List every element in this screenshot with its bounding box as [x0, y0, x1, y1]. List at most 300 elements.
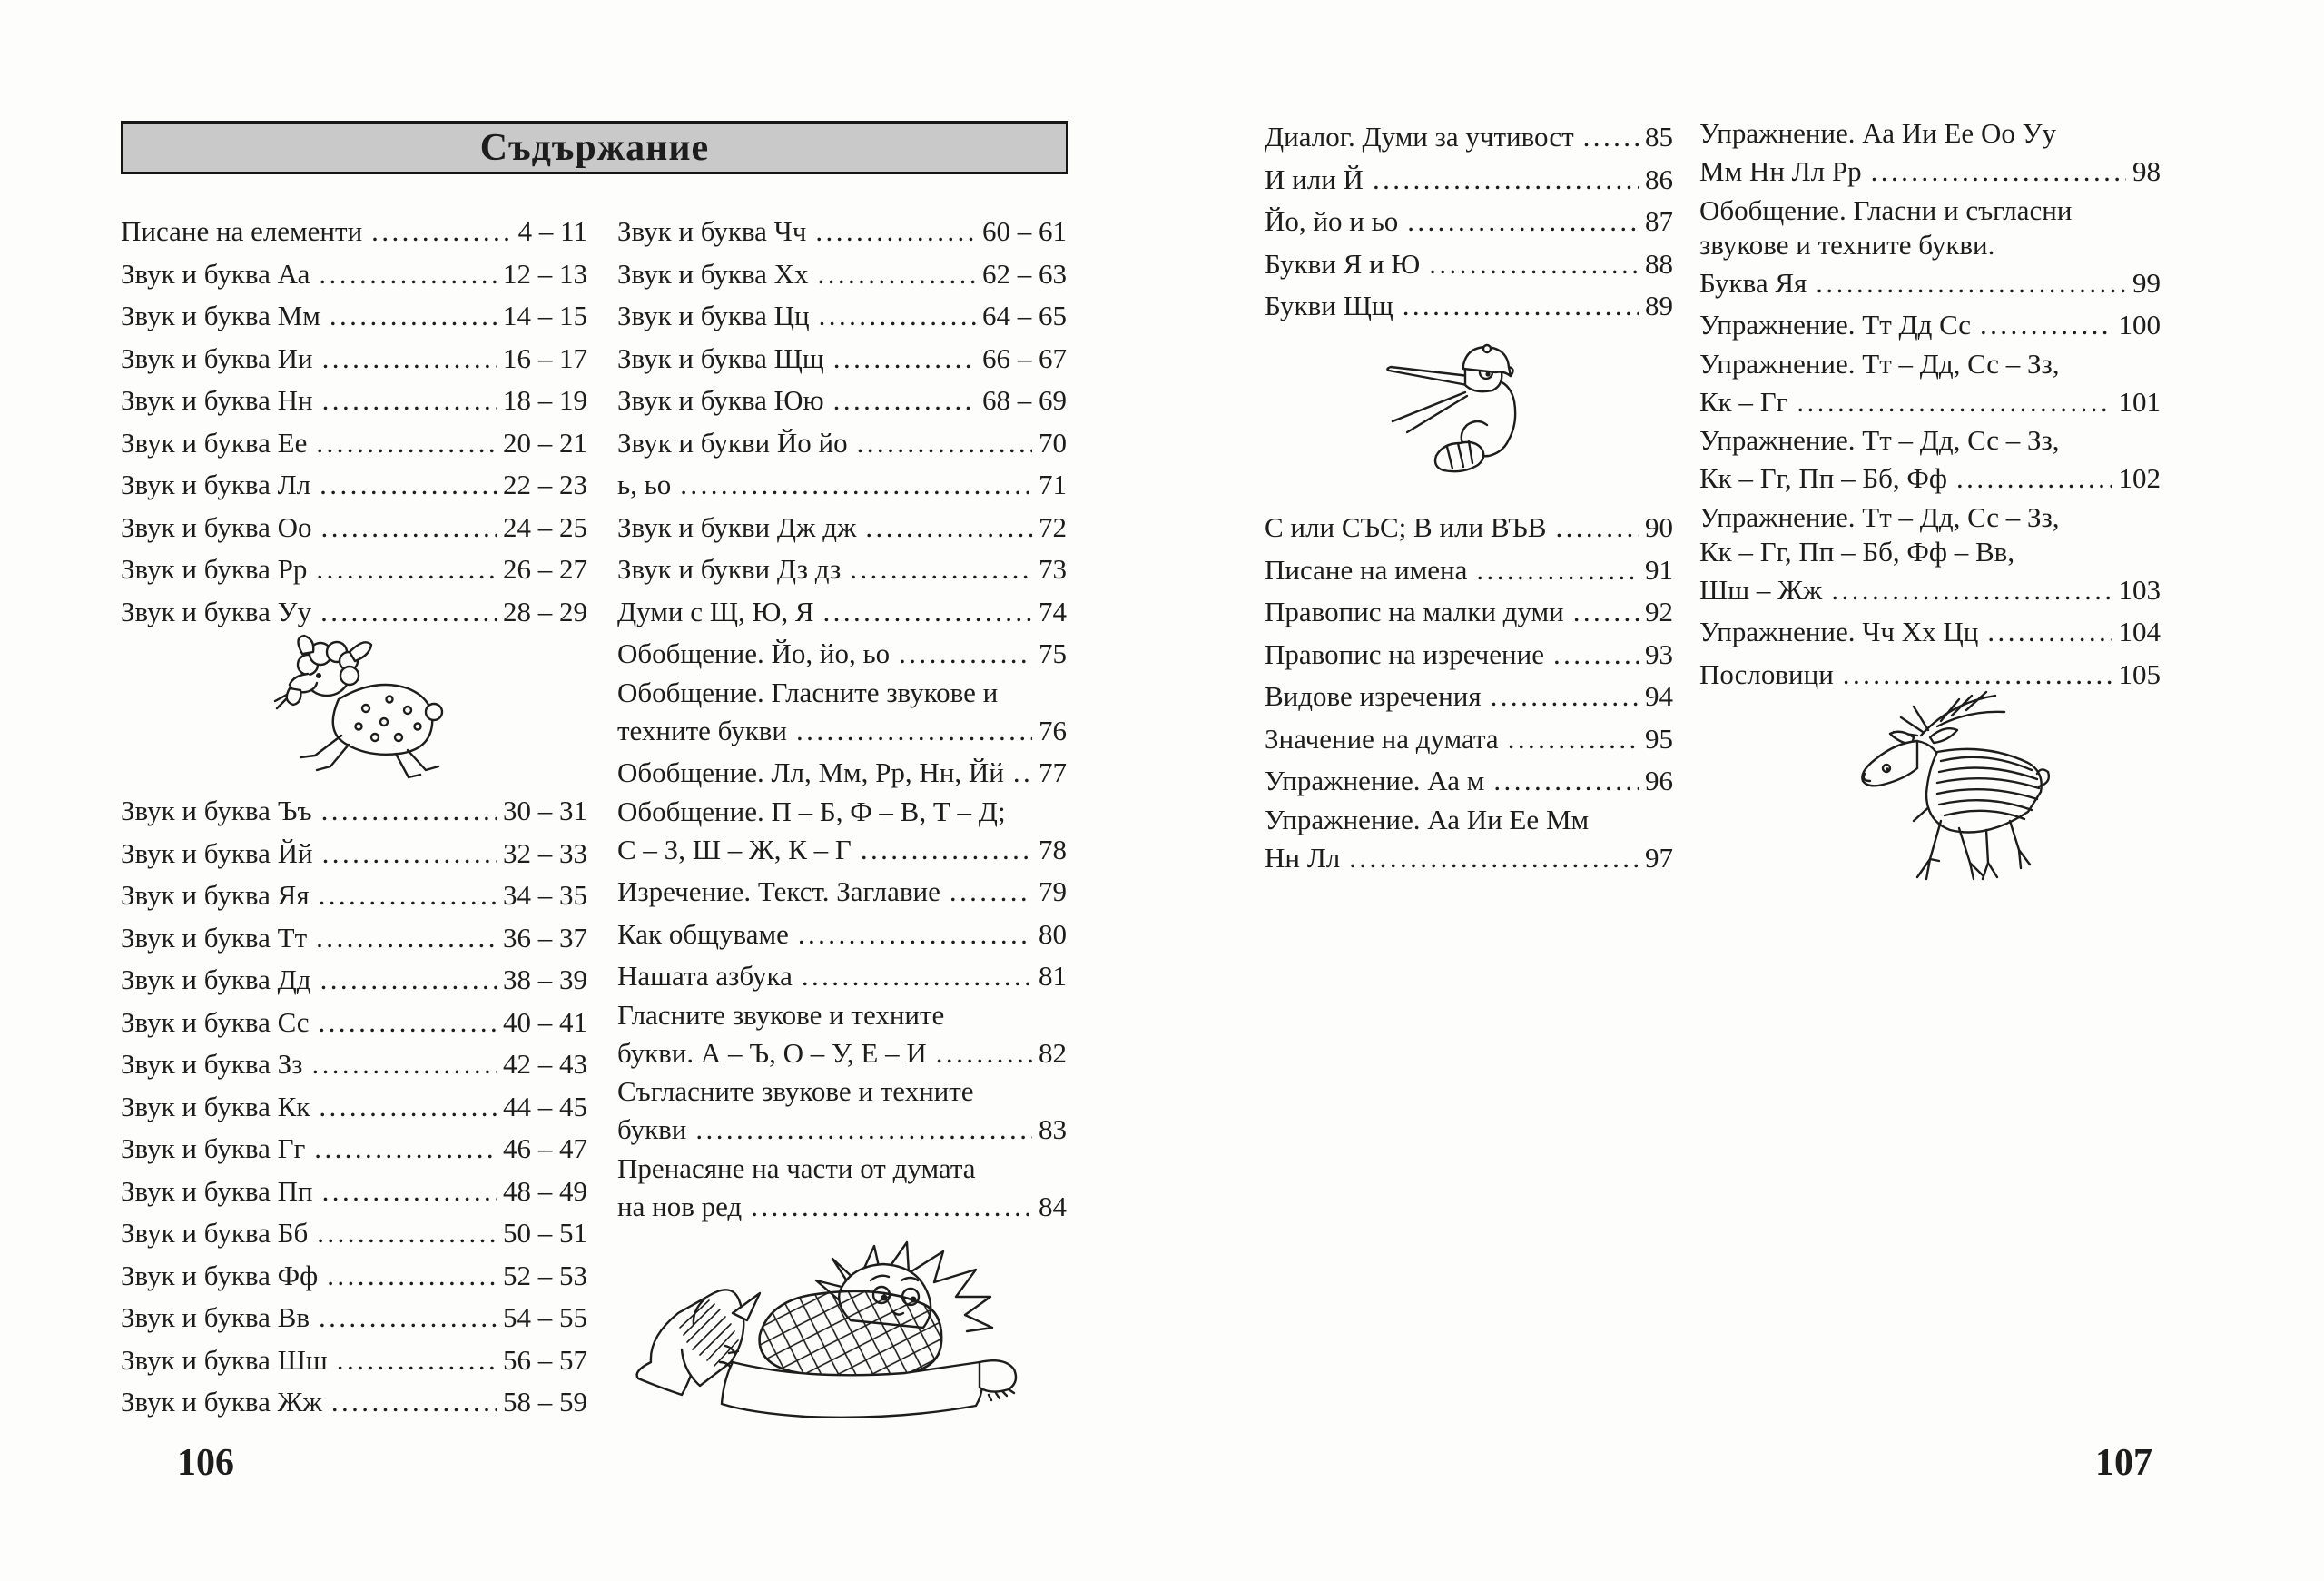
toc-entry	[617, 871, 1067, 914]
toc-entry-title: Пословици	[1699, 657, 1834, 690]
pelican-with-cap-illustration	[1380, 343, 1548, 478]
dot-leader	[1013, 752, 1032, 795]
dot-leader	[321, 790, 497, 833]
toc-entry-title: Звук и букви Дз дз	[617, 553, 842, 585]
dot-leader	[833, 380, 976, 422]
toc-entry-page: 90	[1645, 511, 1673, 543]
toc-entry	[121, 464, 587, 507]
toc-entry	[1265, 159, 1673, 202]
toc-entry-title: ь, ьо	[617, 469, 672, 500]
dot-leader	[1403, 285, 1639, 328]
dot-leader	[371, 211, 511, 253]
page-number-left: 106	[177, 1442, 234, 1484]
toc-entry	[1265, 285, 1673, 328]
toc-entry	[1265, 718, 1673, 761]
dot-leader	[815, 211, 976, 253]
dot-leader	[321, 507, 497, 549]
dot-leader	[311, 1043, 497, 1086]
dot-leader	[861, 829, 1032, 872]
toc-entry	[1265, 676, 1673, 718]
toc-entry	[1699, 423, 2161, 458]
dot-leader	[319, 874, 497, 917]
page-number-right: 107	[2095, 1442, 2152, 1484]
toc-entry	[1699, 304, 2161, 347]
toc-entry	[1699, 262, 2161, 305]
toc-entry-title: букви. А – Ъ, О – У, Е – И	[617, 1036, 927, 1069]
toc-entry	[1699, 569, 2161, 612]
toc-entry-title: Звук и буква Рр	[121, 553, 308, 585]
dot-leader	[322, 338, 497, 380]
toc-entry-page: 56 – 57	[503, 1343, 587, 1376]
toc-entry-title: Обобщение. Гласни и съгласни	[1699, 193, 2073, 226]
toc-entry-title: Мм Нн Лл Рр	[1699, 155, 1862, 187]
toc-entry-page: 60 – 61	[982, 215, 1067, 247]
toc-entry-title: букви	[617, 1113, 687, 1145]
toc-entry-title: Съгласните звукове и техните	[617, 1075, 974, 1107]
toc-entry	[1265, 803, 1673, 837]
dot-leader	[319, 1297, 497, 1339]
toc-entry-title: Букви Щщ	[1265, 290, 1393, 321]
toc-entry-page: 72	[1039, 510, 1067, 543]
dot-leader	[1493, 760, 1639, 803]
toc-entry	[617, 422, 1067, 465]
toc-entry-page: 81	[1039, 960, 1067, 992]
toc-entry-title: Звук и буква Аа	[121, 257, 310, 290]
toc-entry-title: Шш – Жж	[1699, 573, 1823, 606]
toc-entry	[617, 955, 1067, 998]
dot-leader	[314, 1128, 497, 1171]
toc-entry-title: Звук и буква Ее	[121, 426, 308, 459]
dot-leader	[330, 295, 497, 338]
dot-leader	[327, 1255, 497, 1298]
toc-entry-title: Диалог. Думи за учтивост	[1265, 121, 1574, 153]
toc-entry-title: С – З, Ш – Ж, К – Г	[617, 833, 852, 865]
toc-entry	[1265, 837, 1673, 880]
dot-leader	[936, 1033, 1032, 1075]
toc-entry-title: Упражнение. Аа Ии Ее Мм	[1265, 803, 1590, 835]
toc-entry	[121, 1381, 587, 1424]
toc-entry-page: 99	[2132, 266, 2161, 299]
dot-leader	[1491, 676, 1639, 718]
toc-entry	[121, 959, 587, 1002]
toc-entry-page: 42 – 43	[503, 1048, 587, 1080]
toc-entry-page: 64 – 65	[982, 300, 1067, 331]
toc-entry-page: 58 – 59	[503, 1386, 587, 1418]
toc-entry	[1265, 201, 1673, 243]
toc-entry-page: 38 – 39	[503, 963, 587, 995]
toc-entry-title: Звук и буква Хх	[617, 257, 809, 290]
toc-entry-title: Нн Лл	[1265, 841, 1341, 874]
toc-entry	[1699, 458, 2161, 500]
toc-entry-title: Правопис на малки думи	[1265, 596, 1564, 627]
toc-entry	[121, 1128, 587, 1171]
toc-column-4	[1699, 116, 2161, 696]
toc-entry-page: 26 – 27	[503, 553, 587, 585]
toc-entry-title: Звук и буква Шш	[121, 1343, 328, 1376]
contents-title: Съдържание	[479, 126, 710, 169]
toc-entry-page: 97	[1645, 841, 1673, 874]
dot-leader	[322, 380, 497, 422]
dot-leader	[322, 1171, 497, 1213]
toc-entry-page: 18 – 19	[503, 384, 587, 416]
toc-entry	[617, 211, 1067, 253]
toc-entry	[121, 1002, 587, 1044]
toc-entry-title: Звук и буква Тт	[121, 921, 308, 954]
toc-entry	[121, 1086, 587, 1129]
toc-entry-title: Звук и буква Мм	[121, 300, 320, 331]
toc-entry-page: 14 – 15	[503, 300, 587, 331]
toc-entry-page: 103	[2118, 573, 2161, 606]
toc-entry-page: 85	[1645, 121, 1673, 153]
toc-entry-page: 73	[1039, 553, 1067, 585]
toc-entry	[1265, 507, 1673, 549]
toc-entry-title: Обобщение. Йо, йо, ьо	[617, 637, 891, 669]
toc-entry	[121, 253, 587, 296]
toc-entry-title: Писане на имена	[1265, 553, 1468, 586]
toc-entry-page: 50 – 51	[503, 1217, 587, 1249]
toc-entry	[121, 790, 587, 833]
toc-entry	[121, 1339, 587, 1382]
toc-column-2	[617, 211, 1067, 1228]
dot-leader	[319, 1086, 497, 1129]
toc-entry-title: Звук и букви Дж дж	[617, 510, 857, 543]
dot-leader	[319, 253, 497, 296]
toc-entry	[617, 752, 1067, 795]
toc-entry-title: Кк – Гг	[1699, 385, 1788, 418]
toc-entry-page: 77	[1039, 756, 1067, 788]
toc-entry	[1265, 549, 1673, 592]
toc-entry	[617, 676, 1067, 710]
toc-entry	[617, 1109, 1067, 1151]
toc-entry	[617, 338, 1067, 380]
toc-entry-title: Звук и буква Нн	[121, 384, 313, 416]
toc-entry-page: 24 – 25	[503, 510, 587, 543]
toc-entry-title: Звук и буква Гг	[121, 1132, 306, 1164]
dot-leader	[798, 914, 1032, 956]
toc-entry	[1265, 243, 1673, 286]
toc-entry	[121, 380, 587, 422]
toc-entry	[121, 422, 587, 465]
toc-entry-title: Упражнение. Тт – Дд, Сс – Зз,	[1699, 500, 2060, 533]
dot-leader	[1429, 243, 1639, 286]
toc-entry-page: 46 – 47	[503, 1132, 587, 1164]
dot-leader	[320, 591, 497, 634]
dot-leader	[865, 507, 1032, 549]
toc-entry-page: 83	[1039, 1113, 1067, 1145]
dot-leader	[819, 295, 976, 338]
toc-entry-title: Звук и буква Яя	[121, 879, 310, 911]
dot-leader	[950, 871, 1032, 914]
toc-entry	[121, 295, 587, 338]
toc-entry-page: 96	[1645, 765, 1673, 796]
toc-entry	[617, 633, 1067, 676]
toc-entry-page: 68 – 69	[982, 384, 1067, 416]
toc-entry	[617, 998, 1067, 1033]
toc-entry-title: Упражнение. Тт – Дд, Сс – Зз,	[1699, 347, 2060, 380]
dot-leader	[1508, 718, 1639, 761]
dot-leader	[1987, 611, 2112, 654]
toc-entry-page: 89	[1645, 290, 1673, 321]
toc-entry	[617, 253, 1067, 296]
toc-entry-page: 4 – 11	[517, 215, 587, 247]
toc-entry-title: Пренасяне на части от думата	[617, 1151, 976, 1184]
toc-entry	[1699, 381, 2161, 424]
dot-leader	[857, 422, 1032, 465]
dot-leader	[1476, 549, 1639, 592]
toc-entry-title: Звук и буква Лл	[121, 469, 311, 500]
dot-leader	[337, 1339, 497, 1382]
toc-entry-page: 80	[1039, 917, 1067, 950]
toc-column-3-bottom	[1265, 507, 1673, 879]
toc-entry-title: Звук и буква Щщ	[617, 341, 824, 374]
toc-entry-title: Звук и буква Ии	[121, 341, 313, 374]
dot-leader	[751, 1186, 1032, 1229]
toc-entry-page: 52 – 53	[503, 1259, 587, 1291]
toc-entry-title: И или Й	[1265, 163, 1364, 195]
dot-leader	[823, 591, 1032, 634]
toc-entry-title: Звук и буква Кк	[121, 1090, 310, 1122]
toc-entry-page: 62 – 63	[982, 257, 1067, 290]
toc-entry-page: 20 – 21	[503, 426, 587, 459]
toc-entry	[121, 1297, 587, 1339]
toc-entry	[1265, 116, 1673, 159]
toc-entry	[617, 1074, 1067, 1109]
toc-entry	[121, 917, 587, 960]
toc-entry-page: 98	[2132, 155, 2161, 187]
toc-entry	[617, 829, 1067, 872]
toc-entry-title: Букви Я и Ю	[1265, 247, 1421, 280]
dot-leader	[1555, 507, 1639, 549]
toc-entry-title: Кк – Гг, Пп – Бб, Фф	[1699, 462, 1948, 494]
dot-leader	[317, 1212, 497, 1255]
toc-entry	[617, 1033, 1067, 1075]
toc-entry-title: Звук и буква Оо	[121, 510, 312, 543]
toc-entry-title: Звук и буква Юю	[617, 384, 824, 416]
toc-entry	[1699, 611, 2161, 654]
dot-leader	[322, 833, 497, 875]
toc-entry	[1699, 228, 2161, 262]
dot-leader	[316, 917, 497, 960]
toc-entry-title: Обобщение. Гласните звукове и	[617, 676, 999, 708]
dot-leader	[318, 1002, 497, 1044]
toc-entry	[121, 507, 587, 549]
dot-leader	[818, 253, 976, 296]
toc-entry-title: Звук и буква Ъъ	[121, 795, 312, 826]
toc-entry	[1265, 760, 1673, 803]
toc-entry-page: 28 – 29	[503, 595, 587, 627]
toc-entry-title: Звук и буква Цц	[617, 300, 810, 331]
toc-entry	[121, 833, 587, 875]
toc-entry-title: Упражнение. Чч Хх Цц	[1699, 616, 1979, 647]
toc-entry-title: Обобщение. Лл, Мм, Рр, Нн, Йй	[617, 756, 1004, 788]
toc-entry-title: Звук и буква Вв	[121, 1301, 310, 1333]
toc-entry-title: Обобщение. П – Б, Ф – В, Т – Д;	[617, 795, 1006, 827]
dot-leader	[1816, 262, 2126, 305]
dot-leader	[850, 548, 1032, 591]
toc-entry	[121, 874, 587, 917]
toc-entry-page: 82	[1039, 1036, 1067, 1069]
toc-entry-title: Звук и буква Йй	[121, 836, 313, 869]
toc-entry	[121, 1171, 587, 1213]
toc-entry	[121, 591, 587, 634]
toc-entry	[121, 211, 587, 253]
toc-entry-page: 32 – 33	[503, 836, 587, 869]
toc-entry-title: Звук и буква Чч	[617, 215, 807, 247]
toc-entry	[1699, 347, 2161, 381]
dot-leader	[802, 955, 1032, 998]
dot-leader	[1956, 458, 2112, 500]
toc-entry-title: Значение на думата	[1265, 722, 1499, 755]
toc-entry	[1699, 151, 2161, 193]
dot-leader	[1349, 837, 1639, 880]
toc-entry-title: на нов ред	[617, 1190, 743, 1222]
toc-entry	[617, 507, 1067, 549]
dot-leader	[1573, 591, 1639, 634]
toc-entry-title: С или СЪС; В или ВЪВ	[1265, 511, 1547, 543]
dot-leader	[1797, 381, 2112, 424]
toc-entry-title: Кк – Гг, Пп – Бб, Фф – Вв,	[1699, 535, 2015, 568]
toc-entry-page: 102	[2118, 462, 2161, 494]
toc-entry	[121, 1212, 587, 1255]
toc-entry-page: 71	[1039, 469, 1067, 500]
toc-entry-title: техните букви	[617, 714, 788, 746]
toc-entry-page: 66 – 67	[982, 341, 1067, 374]
toc-entry-title: Упражнение. Тт – Дд, Сс – Зз,	[1699, 424, 2060, 456]
toc-entry-title: Звук и буква Жж	[121, 1386, 322, 1418]
dot-leader	[899, 633, 1032, 676]
toc-entry-title: Йо, йо и ьо	[1265, 205, 1399, 237]
dot-leader	[1553, 634, 1639, 677]
toc-entry-page: 105	[2118, 657, 2161, 690]
toc-entry-title: Как общуваме	[617, 917, 789, 950]
toc-entry	[617, 710, 1067, 753]
toc-entry-title: Изречение. Текст. Заглавие	[617, 875, 940, 907]
dot-leader	[833, 338, 976, 380]
dot-leader	[1831, 569, 2112, 612]
toc-entry	[1699, 116, 2161, 151]
toc-entry-page: 48 – 49	[503, 1174, 587, 1207]
dot-leader	[1407, 201, 1639, 243]
dot-leader	[316, 548, 497, 591]
toc-entry	[617, 295, 1067, 338]
toc-entry-page: 22 – 23	[503, 469, 587, 500]
toc-entry-title: Звук и буква Уу	[121, 595, 312, 627]
toc-entry-page: 93	[1645, 637, 1673, 670]
dot-leader	[1980, 304, 2112, 347]
toc-entry-title: Звук и буква Фф	[121, 1259, 319, 1291]
dot-leader	[316, 422, 497, 465]
toc-entry-page: 78	[1039, 833, 1067, 865]
toc-entry	[617, 464, 1067, 507]
lamb-illustration	[239, 632, 449, 792]
toc-entry-page: 16 – 17	[503, 341, 587, 374]
dot-leader	[331, 1381, 497, 1424]
toc-entry	[617, 591, 1067, 634]
toc-entry-page: 54 – 55	[503, 1301, 587, 1333]
dot-leader	[680, 464, 1032, 507]
toc-entry-title: Буква Яя	[1699, 266, 1807, 299]
toc-entry	[1265, 591, 1673, 634]
toc-entry-page: 101	[2118, 385, 2161, 418]
toc-entry	[617, 1186, 1067, 1229]
toc-entry-title: Нашата азбука	[617, 960, 793, 992]
toc-entry	[121, 338, 587, 380]
toc-entry-title: Звук и буква Сс	[121, 1005, 310, 1038]
toc-entry	[1699, 535, 2161, 569]
toc-entry-title: Звук и буква Пп	[121, 1174, 313, 1207]
toc-entry-title: Звук и букви Йо йо	[617, 426, 848, 459]
toc-entry-page: 94	[1645, 680, 1673, 712]
dot-leader	[320, 959, 497, 1002]
toc-entry	[121, 1255, 587, 1298]
toc-column-1-bottom	[121, 790, 587, 1424]
toc-entry-title: Упражнение. Аа м	[1265, 765, 1485, 796]
contents-header	[121, 121, 1068, 174]
dot-leader	[1583, 116, 1639, 159]
toc-entry-page: 87	[1645, 205, 1673, 237]
dot-leader	[1373, 159, 1639, 202]
toc-entry	[617, 914, 1067, 956]
toc-entry-page: 91	[1645, 553, 1673, 586]
toc-entry-page: 74	[1039, 595, 1067, 627]
toc-entry-page: 84	[1039, 1190, 1067, 1222]
sleeping-child-sun-illustration	[624, 1224, 1030, 1438]
toc-entry-page: 44 – 45	[503, 1090, 587, 1122]
toc-entry-page: 100	[2118, 309, 2161, 341]
toc-entry-title: Думи с Щ, Ю, Я	[617, 595, 814, 627]
toc-entry-page: 79	[1039, 875, 1067, 907]
toc-entry	[617, 380, 1067, 422]
toc-entry-title: Звук и буква Дд	[121, 963, 311, 995]
toc-column-3-top	[1265, 116, 1673, 328]
toc-entry-title: Упражнение. Аа Ии Ее Оо Уу	[1699, 117, 2057, 149]
dot-leader	[1871, 151, 2126, 193]
toc-entry	[617, 795, 1067, 829]
dot-leader	[695, 1109, 1032, 1151]
toc-entry-title: Правопис на изречение	[1265, 637, 1544, 670]
toc-entry-page: 34 – 35	[503, 879, 587, 911]
toc-entry-page: 70	[1039, 426, 1067, 459]
toc-entry	[617, 1151, 1067, 1186]
toc-entry-title: Гласните звукове и техните	[617, 998, 945, 1031]
toc-entry	[1265, 634, 1673, 677]
toc-entry-page: 104	[2118, 616, 2161, 647]
toc-entry	[121, 1043, 587, 1086]
toc-entry-page: 75	[1039, 637, 1067, 669]
toc-entry-page: 92	[1645, 596, 1673, 627]
toc-entry-title: звукове и техните букви.	[1699, 228, 1995, 261]
toc-entry	[121, 548, 587, 591]
toc-entry-title: Видове изречения	[1265, 680, 1482, 712]
toc-entry-title: Звук и буква Бб	[121, 1217, 309, 1249]
toc-column-1-top	[121, 211, 587, 633]
toc-entry-page: 86	[1645, 163, 1673, 195]
toc-entry-page: 76	[1039, 714, 1067, 746]
toc-entry-page: 36 – 37	[503, 921, 587, 954]
toc-entry-page: 88	[1645, 247, 1673, 280]
toc-entry-page: 12 – 13	[503, 257, 587, 290]
toc-entry	[1699, 500, 2161, 535]
toc-entry-page: 30 – 31	[503, 795, 587, 826]
toc-entry-title: Упражнение. Тт Дд Сс	[1699, 309, 1971, 341]
toc-entry-page: 40 – 41	[503, 1005, 587, 1038]
toc-entry-page: 95	[1645, 722, 1673, 755]
dot-leader	[320, 464, 497, 507]
toc-entry-title: Писане на елементи	[121, 215, 363, 247]
running-deer-illustration	[1850, 683, 2073, 895]
toc-entry	[617, 548, 1067, 591]
toc-entry-title: Звук и буква Зз	[121, 1048, 303, 1080]
